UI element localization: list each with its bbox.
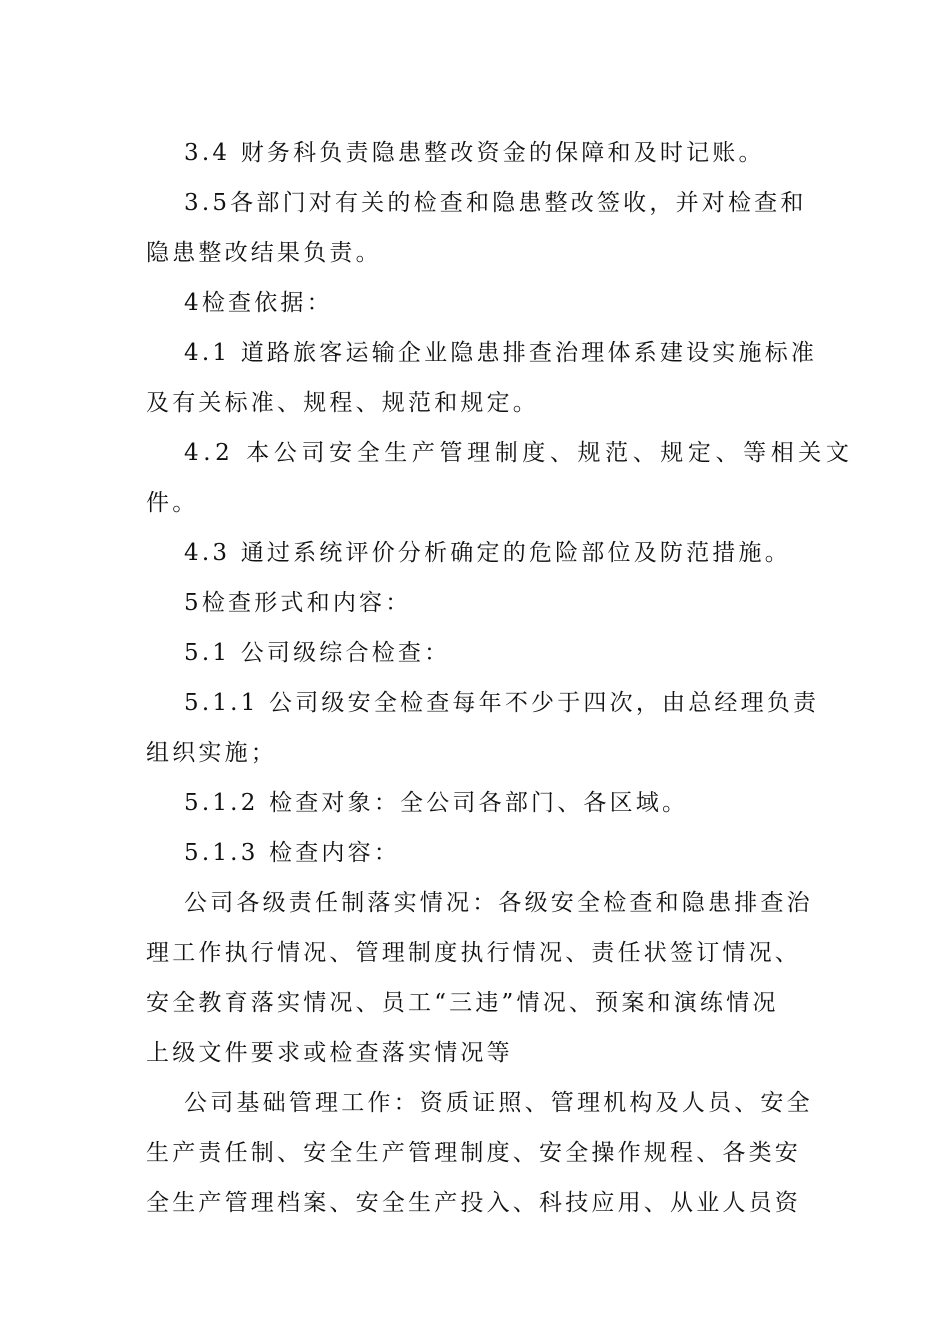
document-body <box>146 128 854 1228</box>
paragraph-line: 隐患整改结果负责。 <box>146 240 382 266</box>
paragraph-line: 4.1 道路旅客运输企业隐患排查治理体系建设实施标准 <box>184 340 818 366</box>
paragraph-line: 全生产管理档案、安全生产投入、科技应用、从业人员资 <box>146 1190 801 1216</box>
paragraph-line: 4.2 本公司安全生产管理制度、规范、规定、等相关文 <box>184 440 854 466</box>
paragraph-line: 3.5各部门对有关的检查和隐患整改签收，并对检查和 <box>184 190 807 216</box>
paragraph-line: 及有关标准、规程、规范和规定。 <box>146 390 539 416</box>
subsection-heading: 5.1 公司级综合检查： <box>184 640 451 666</box>
paragraph-line: 4.3 通过系统评价分析确定的危险部位及防范措施。 <box>184 540 791 566</box>
paragraph-line: 5.1.2 检查对象：全公司各部门、各区域。 <box>184 790 689 816</box>
paragraph-line: 组织实施； <box>146 740 277 766</box>
paragraph-line: 安全教育落实情况、员工“三违”情况、预案和演练情况 <box>146 990 779 1016</box>
paragraph-line: 生产责任制、安全生产管理制度、安全操作规程、各类安 <box>146 1140 801 1166</box>
paragraph-line: 理工作执行情况、管理制度执行情况、责任状签订情况、 <box>146 940 801 966</box>
paragraph-line: 5.1.3 检查内容： <box>184 840 401 866</box>
paragraph-line: 5.1.1 公司级安全检查每年不少于四次，由总经理负责 <box>184 690 820 716</box>
paragraph-line: 3.4 财务科负责隐患整改资金的保障和及时记账。 <box>184 140 765 166</box>
paragraph-line: 件。 <box>146 490 199 516</box>
section-heading: 4检查依据： <box>184 290 333 316</box>
paragraph-line: 公司各级责任制落实情况：各级安全检查和隐患排查治 <box>184 890 813 916</box>
section-heading: 5检查形式和内容： <box>184 590 412 616</box>
paragraph-line: 公司基础管理工作：资质证照、管理机构及人员、安全 <box>184 1090 813 1116</box>
paragraph-line: 上级文件要求或检查落实情况等 <box>146 1040 513 1066</box>
